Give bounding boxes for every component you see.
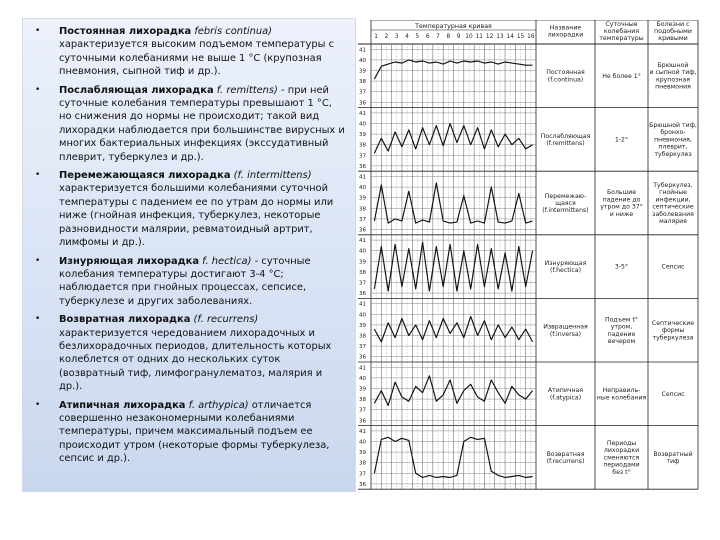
day-label: 9 [456,34,461,40]
diseases-cell: Туберкулез, [653,182,693,189]
day-label: 7 [436,34,440,40]
temp-axis-label: 41 [359,174,367,181]
daily-range-cell: вечером [607,338,636,345]
temp-axis-label: 37 [359,407,367,414]
diseases-cell: туберкулеза [652,334,694,342]
diseases-cell: Брюшной тиф, [649,122,697,129]
fever-name-cell: Постоянная [546,69,585,77]
header-diseases: Болезни с [656,21,690,28]
diseases-cell: пневмония [655,83,691,91]
temp-axis-label: 41 [359,428,367,435]
temp-axis-label: 41 [359,301,367,308]
fever-types-text-panel [22,18,356,492]
fever-name-cell: (f.recurrens) [546,458,585,465]
bullet-icon: • [35,26,41,36]
text-continua: характеризуется высоким подъемом температуры с суточными колебаниями не выше 1 °С (крупозная пневмония, сыпной тиф и др.). [59,39,335,78]
header-name: Название [549,24,582,32]
text-recurrens: характеризуется чередованием лихорадочных и безлихорадочных периодов, длительность которых колеблется от одних до нескольких суток (возвратный тиф, лимфогранулематоз, малярия и др.). [59,327,332,393]
fever-curves-table [358,20,702,490]
term-atypica: Атипичная лихорадка [59,399,186,411]
daily-range-cell: падение [607,330,636,338]
daily-range-cell: ные колебания [596,394,647,402]
daily-range-cell: сменяются [603,454,640,462]
diseases-cell: Сепсис [661,263,685,271]
list-item-hectica [35,255,347,309]
fever-types-list [35,25,347,466]
day-label: 10 [465,34,473,40]
daily-range-cell: Периоды [606,440,637,447]
day-label: 12 [485,34,494,40]
fever-curves-svg [358,20,702,490]
text-remittens: - при ней суточные колебания температуры превышают 1 °С, но снижения до нормы не происходит; такой вид лихорадки наблюдается при большинстве вирусных и многих бактериальных инфекциях (экссудативный плеврит, туберкулез и др.). [59,84,345,163]
day-label: 2 [384,34,389,40]
term-hectica: Изнуряющая лихорадка [59,255,200,267]
temp-axis-label: 38 [359,142,367,149]
temp-axis-label: 37 [359,471,367,478]
temp-axis-label: 39 [359,132,367,139]
diseases-cell: септические [652,203,694,211]
fever-name-cell: (f.intermittens) [542,207,589,215]
temp-axis-label: 41 [359,47,367,54]
daily-range-cell: и ниже [609,210,634,218]
header-diseases: подобными [654,28,692,35]
fever-name-cell: Послабляющая [540,132,591,140]
term-continua: Постоянная лихорадка [59,26,192,37]
header-range: Суточные [605,21,638,28]
temp-axis-label: 37 [359,344,367,351]
bullet-icon: • [35,170,41,181]
text-intermittens: характеризуется большими колебаниями суточной температуры с падением ее по утрам до нормы или ниже (гнойная инфекция, туберкулез, некоторые разновидности малярии, ревматоидный артрит, лимфомы и др.). [59,183,334,249]
daily-range-cell: 3-5° [614,263,629,271]
text-hectica: - суточные колебания температуры достигают 3-4 °С; наблюдается при гнойных процессах, сепсисе, туберкулезе и других заболеваниях. [59,255,311,307]
list-item-intermittens [35,169,347,249]
diseases-cell: плеврит, [658,143,688,151]
daily-range-cell: утром, [610,323,633,331]
temp-axis-label: 41 [359,365,367,372]
fever-name-cell: Извращенная [543,323,588,331]
latin-intermittens: (f. intermittens) [230,170,312,182]
temp-axis-label: 36 [359,227,367,234]
diseases-cell: туберкулез [654,150,692,158]
daily-range-cell: Неправиль- [602,387,641,395]
latin-recurrens: (f. recurrens) [190,314,259,326]
day-label: 6 [425,34,430,40]
bullet-icon: • [35,399,41,410]
latin-remittens: f. remittens) [213,84,278,96]
day-label: 15 [516,34,525,40]
term-intermittens: Перемежающаяся лихорадка [59,170,231,182]
temp-axis-label: 37 [359,153,367,160]
temp-axis-label: 36 [359,100,367,107]
fever-name-cell: Возвратная [546,450,585,458]
diseases-cell: инфекции, [655,196,691,204]
day-label: 8 [446,34,451,40]
temp-axis-label: 38 [359,460,367,467]
header-range: температуры [599,35,644,42]
temp-axis-label: 41 [359,238,367,245]
diseases-cell: крупозная [655,76,691,84]
diseases-cell: пневмония, [654,136,692,144]
day-label: 5 [415,34,420,40]
diseases-cell: тиф [666,458,680,465]
list-item-recurrens [35,313,347,393]
temp-axis-label: 40 [359,375,367,382]
temp-axis-label: 39 [359,195,367,202]
temp-axis-label: 36 [359,163,367,170]
temp-axis-label: 37 [359,216,367,223]
header-range: колебания [603,28,640,35]
temp-axis-label: 38 [359,269,367,276]
day-label: 4 [405,34,409,40]
fever-name-cell: (f.continua) [547,76,584,84]
diseases-cell: гнойные [659,189,687,197]
temp-axis-label: 38 [359,397,367,404]
temp-axis-label: 38 [359,333,367,340]
diseases-cell: Возвратный [653,450,693,458]
temp-axis-label: 36 [359,354,367,361]
diseases-cell: и сыпной тиф, [649,69,697,77]
fever-name-cell: Изнуряющая [544,260,587,267]
fever-name-cell: (f.remittens) [546,140,585,147]
diseases-cell: малярия [659,218,687,225]
header-name: лихорадки [547,31,584,39]
latin-hectica: f. hectica) [199,255,252,267]
list-item-continua [35,25,347,79]
term-recurrens: Возвратная лихорадка [59,314,191,326]
temp-axis-label: 40 [359,248,367,255]
fever-name-cell: Атипичная [547,387,584,395]
day-label: 11 [475,34,483,40]
temp-axis-label: 40 [359,121,367,128]
day-label: 3 [394,34,399,40]
bullet-icon: • [35,255,41,266]
term-remittens: Послабляющая лихорадка [59,84,214,96]
temp-axis-label: 36 [359,291,367,298]
daily-range-cell: периодами [603,461,640,469]
diseases-cell: Сепсис [661,390,685,398]
day-label: 1 [374,34,379,40]
day-label: 13 [496,34,504,40]
temp-axis-label: 39 [359,386,367,393]
header-curve: Температурная кривая [415,23,492,30]
fever-name-cell: (f.inversa) [549,330,582,338]
temp-axis-label: 38 [359,79,367,86]
list-item-remittens [35,84,347,164]
daily-range-cell: Подъем t° [604,316,639,324]
temp-axis-label: 37 [359,280,367,287]
diseases-cell: Брюшной [657,62,689,69]
daily-range-cell: без t° [612,468,631,476]
temp-axis-label: 36 [359,418,367,425]
temp-axis-label: 39 [359,68,367,75]
temp-axis-label: 39 [359,450,367,457]
latin-continua: febris continua) [191,26,273,37]
day-label: 16 [527,34,535,40]
diseases-cell: бронхо- [660,129,686,137]
text-atypica: отличается совершенно незакономерными колебаниями температуры, причем максимальный подъем ее происходит утром (некоторые формы туберкулеза, сепсис и др.). [59,399,330,465]
daily-range-cell: Большие [606,189,637,197]
temp-axis-label: 40 [359,57,367,64]
header-diseases: кривыми [658,35,688,42]
day-label: 14 [506,34,514,40]
temp-axis-label: 40 [359,185,367,192]
fever-name-cell: щаяся [555,200,576,207]
diseases-cell: заболевания [652,210,694,218]
temp-axis-label: 36 [359,481,367,488]
diseases-cell: Септические [651,320,695,327]
fever-name-cell: Перемежаю- [544,192,587,200]
list-item-atypica [35,399,347,466]
fever-name-cell: (f.atypica) [549,394,582,402]
diseases-cell: формы [661,327,685,335]
latin-atypica: f. arthypica) [185,399,249,411]
temp-axis-label: 40 [359,312,367,319]
daily-range-cell: Не более 1° [602,72,641,80]
bullet-icon: • [35,84,41,95]
daily-range-cell: падение до [602,196,641,204]
daily-range-cell: 1-2° [614,136,629,144]
temp-axis-label: 38 [359,206,367,213]
temp-axis-label: 40 [359,439,367,446]
daily-range-cell: лихорадки [603,447,640,455]
temp-axis-label: 39 [359,259,367,266]
temp-axis-label: 41 [359,110,367,117]
fever-name-cell: (f.hectica) [550,267,581,275]
temp-axis-label: 39 [359,322,367,329]
bullet-icon: • [35,314,41,325]
temp-axis-label: 37 [359,89,367,96]
daily-range-cell: утром до 37° [600,203,643,211]
